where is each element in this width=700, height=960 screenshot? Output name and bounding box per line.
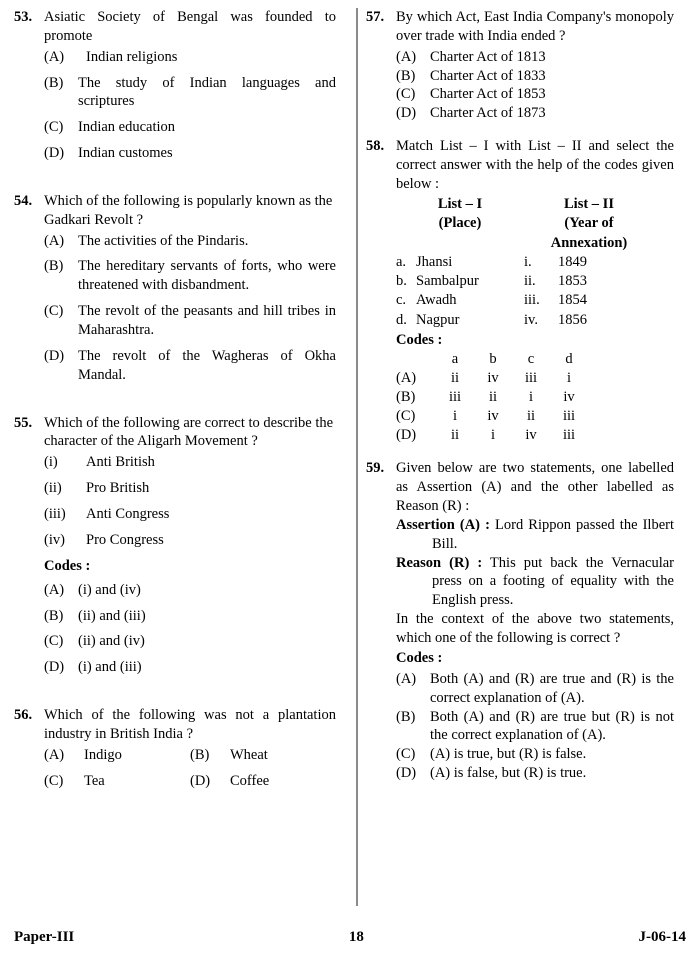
footer-paper-label: Paper-III xyxy=(14,929,75,945)
option-label: (A) xyxy=(44,746,65,763)
codes-option-a[interactable] xyxy=(396,369,674,388)
question-59 xyxy=(366,459,674,783)
option-c[interactable] xyxy=(44,302,336,340)
statement-label: (i) xyxy=(44,454,58,471)
column-divider xyxy=(356,8,358,906)
option-a[interactable] xyxy=(44,581,336,600)
codes-option-label: (B) xyxy=(396,389,416,405)
option-a[interactable] xyxy=(396,48,674,67)
codes-cell-a: ii xyxy=(450,369,460,386)
match-row xyxy=(396,253,674,272)
codes-cell-a: i xyxy=(452,408,458,425)
option-grid xyxy=(44,746,336,791)
question-56 xyxy=(14,706,336,797)
codes-label: Codes : xyxy=(396,649,443,666)
option-label: (D) xyxy=(396,765,417,782)
match-value: Jhansi xyxy=(416,254,453,271)
codes-option-d[interactable] xyxy=(396,426,674,445)
option-d[interactable] xyxy=(44,658,336,677)
option-label: (D) xyxy=(396,105,417,122)
statement-label: (iv) xyxy=(44,531,65,548)
option-a[interactable] xyxy=(44,48,336,67)
question-number: 58. xyxy=(366,138,385,155)
option-list xyxy=(44,581,336,677)
option-list xyxy=(44,48,336,163)
option-label: (A) xyxy=(44,232,65,249)
match-value: Awadh xyxy=(416,292,457,309)
option-label: (C) xyxy=(396,86,416,103)
option-text: Both (A) and (R) are true but (R) is not the correct explanation of (A). xyxy=(430,708,674,744)
reason-text: This put back the Vernacular press on a footing of equality with the English press. xyxy=(432,554,674,609)
option-text: (ii) and (iv) xyxy=(78,633,145,650)
option-text: Indigo xyxy=(84,746,122,763)
option-c[interactable] xyxy=(44,118,336,137)
match-key: a. xyxy=(396,254,407,271)
question-54 xyxy=(14,192,336,392)
option-label: (A) xyxy=(44,48,65,65)
option-d[interactable] xyxy=(44,144,336,163)
option-label: (D) xyxy=(190,772,211,789)
question-text: Which of the following are correct to describe the character of the Aligarh Movement ? xyxy=(44,414,334,450)
question-body xyxy=(44,706,336,797)
question-text: Which of the following is popularly known as the Gadkari Revolt ? xyxy=(44,192,333,228)
option-label: (D) xyxy=(44,659,65,676)
codes-cell-c: ii xyxy=(526,408,536,425)
option-a[interactable] xyxy=(44,746,190,765)
codes-header-a: a xyxy=(451,350,459,367)
statement-text: Pro British xyxy=(86,480,150,497)
spacer xyxy=(14,170,336,192)
option-a[interactable] xyxy=(44,232,336,251)
codes-cell-d: iii xyxy=(562,427,576,444)
question-55 xyxy=(14,414,336,685)
option-text: Both (A) and (R) are true and (R) is the correct explanation of (A). xyxy=(430,670,674,706)
question-body xyxy=(44,192,336,392)
footer-page-number: 18 xyxy=(348,929,364,945)
list-1-subtitle: (Place) xyxy=(438,215,482,232)
codes-table xyxy=(396,350,674,446)
codes-header-d: d xyxy=(565,350,573,367)
option-text: (A) is false, but (R) is true. xyxy=(430,765,587,782)
codes-cell-c: iv xyxy=(525,427,537,444)
codes-cell-c: i xyxy=(528,389,534,405)
list-2-subtitle-line-1: (Year of xyxy=(564,215,614,232)
option-text: Wheat xyxy=(230,746,268,763)
question-number: 54. xyxy=(14,192,33,209)
option-text: The activities of the Pindaris. xyxy=(78,232,249,249)
question-text: Asiatic Society of Bengal was founded to promote xyxy=(44,9,336,44)
option-text: Indian customes xyxy=(78,145,173,162)
question-body xyxy=(44,8,336,170)
codes-cell-a: iii xyxy=(448,389,462,405)
codes-header-row xyxy=(396,350,674,369)
question-text: Which of the following was not a plantation industry in British India ? xyxy=(44,707,336,742)
option-text: Charter Act of 1873 xyxy=(430,105,546,122)
question-body xyxy=(396,8,674,123)
option-label: (C) xyxy=(44,303,64,320)
codes-option-label: (A) xyxy=(396,369,417,386)
list-1-spacer xyxy=(396,234,524,253)
codes-option-label: (C) xyxy=(396,408,416,425)
option-text: The revolt of the Wagheras of Okha Mandal. xyxy=(78,347,336,383)
option-c[interactable] xyxy=(396,85,674,104)
option-label: (C) xyxy=(44,119,64,136)
option-c[interactable] xyxy=(396,745,674,764)
option-label: (B) xyxy=(396,708,416,725)
option-label: (D) xyxy=(44,145,65,162)
question-columns xyxy=(14,8,686,908)
option-d[interactable] xyxy=(396,104,674,123)
closing-text: In the context of the above two statements, which one of the following is correct ? xyxy=(396,611,674,646)
option-b[interactable] xyxy=(396,67,674,86)
list-1-title: List – I xyxy=(437,195,483,212)
statement-label: (ii) xyxy=(44,480,62,497)
match-row xyxy=(396,311,674,330)
option-text: (ii) and (iii) xyxy=(78,607,146,624)
match-row xyxy=(396,272,674,291)
option-d[interactable] xyxy=(396,764,674,783)
codes-cell-b: i xyxy=(490,427,496,444)
option-b[interactable] xyxy=(44,74,336,112)
option-c[interactable] xyxy=(44,632,336,651)
option-label: (C) xyxy=(44,772,64,789)
option-c[interactable] xyxy=(44,772,190,791)
option-b[interactable] xyxy=(190,746,336,765)
option-label: (A) xyxy=(396,670,417,687)
list-headers-row-3 xyxy=(396,234,674,253)
assertion-block xyxy=(396,516,674,554)
question-number: 56. xyxy=(14,707,33,724)
option-text: Coffee xyxy=(230,772,270,789)
spacer xyxy=(14,392,336,414)
codes-header-c: c xyxy=(527,350,535,367)
question-text: By which Act, East India Company's monopoly over trade with India ended ? xyxy=(396,9,674,44)
list-headers-row-1 xyxy=(396,195,674,214)
match-key: d. xyxy=(396,311,407,328)
right-column xyxy=(344,8,674,908)
option-d[interactable] xyxy=(190,772,336,791)
option-label: (D) xyxy=(44,347,65,364)
left-column xyxy=(14,8,344,908)
match-key: b. xyxy=(396,273,407,290)
option-text: Indian religions xyxy=(86,48,178,65)
question-53 xyxy=(14,8,336,170)
list-2-subtitle-line-2: Annexation) xyxy=(550,235,628,252)
codes-cell-d: iv xyxy=(563,389,575,405)
codes-header-b: b xyxy=(489,350,497,367)
assertion-label: Assertion (A) : xyxy=(396,516,490,533)
statement-ii xyxy=(44,479,336,498)
question-text: Match List – I with List – II and select the correct answer with the help of the codes given below : xyxy=(396,138,674,192)
page-footer xyxy=(14,929,686,946)
match-right-value: 1854 xyxy=(558,292,587,309)
statement-label: (iii) xyxy=(44,505,66,522)
spacer xyxy=(44,576,336,579)
option-label: (C) xyxy=(44,633,64,650)
match-right-value: 1856 xyxy=(558,311,587,328)
match-right-key: ii. xyxy=(524,273,536,290)
option-text: The study of Indian languages and scriptures xyxy=(78,74,336,110)
option-list xyxy=(44,232,336,385)
option-label: (C) xyxy=(396,746,416,763)
question-text: Given below are two statements, one labelled as Assertion (A) and the other labelled as Reason (R) : xyxy=(396,460,674,515)
codes-cell-c: iii xyxy=(524,369,538,386)
option-a[interactable] xyxy=(396,670,674,708)
statement-text: Pro Congress xyxy=(86,531,164,548)
option-b[interactable] xyxy=(44,257,336,295)
assertion-text: Lord Rippon passed the Ilbert Bill. xyxy=(432,516,674,552)
match-right-key: iv. xyxy=(524,311,538,328)
statement-iv xyxy=(44,531,336,550)
option-label: (A) xyxy=(396,48,417,65)
option-label: (B) xyxy=(190,746,210,763)
match-value: Nagpur xyxy=(416,311,460,328)
statement-i xyxy=(44,453,336,472)
option-text: Indian education xyxy=(78,119,176,136)
match-right-value: 1853 xyxy=(558,273,587,290)
match-value: Sambalpur xyxy=(416,273,479,290)
option-text: Charter Act of 1833 xyxy=(430,67,546,84)
codes-cell-d: i xyxy=(566,369,572,386)
codes-cell-b: ii xyxy=(488,389,498,405)
option-text: Tea xyxy=(84,772,105,789)
question-body xyxy=(396,137,674,445)
option-label: (A) xyxy=(44,581,65,598)
option-row-1 xyxy=(44,746,336,765)
question-number: 57. xyxy=(366,9,385,25)
question-body xyxy=(396,459,674,783)
option-text: The hereditary servants of forts, who were threatened with disbandment. xyxy=(78,258,336,294)
codes-option-label: (D) xyxy=(396,427,417,444)
match-right-key: i. xyxy=(524,254,532,271)
match-key: c. xyxy=(396,292,407,309)
reason-label: Reason (R) : xyxy=(396,554,483,571)
question-57 xyxy=(366,8,674,123)
option-label: (B) xyxy=(44,74,64,91)
question-number: 59. xyxy=(366,460,385,477)
spacer xyxy=(14,684,336,706)
option-d[interactable] xyxy=(44,347,336,385)
question-number: 53. xyxy=(14,9,33,25)
option-b[interactable] xyxy=(396,708,674,746)
codes-header-blank xyxy=(396,350,436,369)
option-text: (i) and (iv) xyxy=(78,581,141,598)
option-text: Charter Act of 1853 xyxy=(430,86,546,103)
codes-label: Codes : xyxy=(396,331,443,348)
reason-block xyxy=(396,554,674,611)
option-label: (B) xyxy=(396,67,416,84)
option-b[interactable] xyxy=(44,607,336,626)
footer-paper-code: J-06-14 xyxy=(638,929,686,945)
option-list xyxy=(396,670,674,783)
match-row xyxy=(396,291,674,310)
codes-cell-b: iv xyxy=(487,408,499,425)
question-body xyxy=(44,414,336,685)
codes-option-b[interactable] xyxy=(396,388,674,407)
spacer xyxy=(366,123,674,137)
codes-cell-d: iii xyxy=(562,408,576,425)
option-row-2 xyxy=(44,772,336,791)
option-list xyxy=(396,48,674,123)
codes-label: Codes : xyxy=(44,557,91,574)
statement-text: Anti British xyxy=(86,454,155,471)
statement-text: Anti Congress xyxy=(86,505,170,522)
codes-cell-b: iv xyxy=(487,369,499,386)
statement-list xyxy=(44,453,336,549)
option-text: (i) and (iii) xyxy=(78,659,142,676)
option-text: Charter Act of 1813 xyxy=(430,48,546,65)
statement-iii xyxy=(44,505,336,524)
codes-cell-a: ii xyxy=(450,427,460,444)
list-headers-row-2 xyxy=(396,214,674,233)
match-right-value: 1849 xyxy=(558,254,587,271)
codes-option-c[interactable] xyxy=(396,407,674,426)
question-number: 55. xyxy=(14,414,33,431)
question-58 xyxy=(366,137,674,445)
spacer xyxy=(366,445,674,459)
option-label: (B) xyxy=(44,607,64,624)
match-right-key: iii. xyxy=(524,292,540,309)
option-text: (A) is true, but (R) is false. xyxy=(430,746,587,763)
list-2-title: List – II xyxy=(564,195,614,212)
option-label: (B) xyxy=(44,258,64,275)
option-text: The revolt of the peasants and hill tribes in Maharashtra. xyxy=(78,303,336,338)
